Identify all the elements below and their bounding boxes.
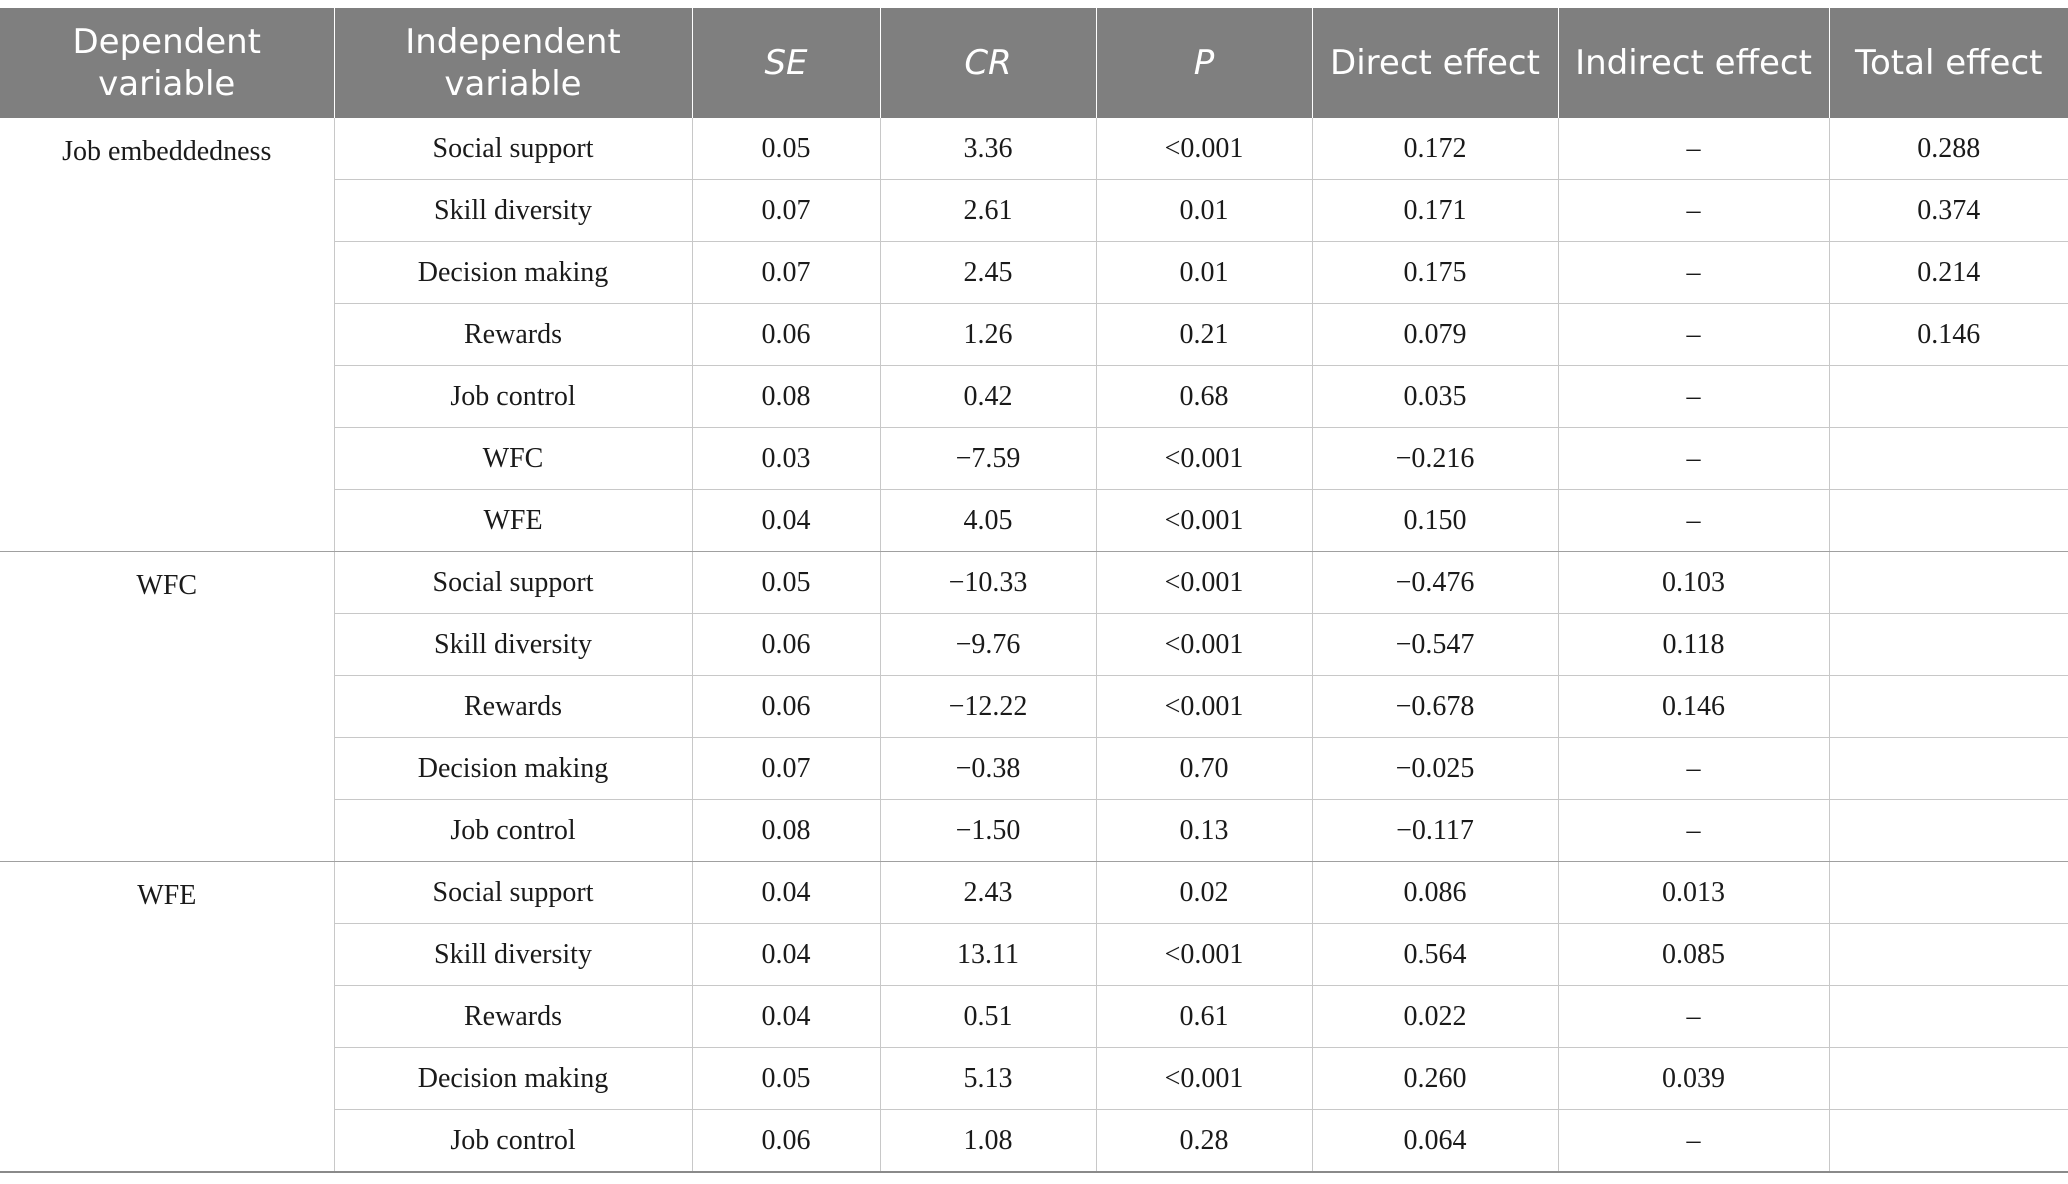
direct-effect-cell: 0.150 [1312, 490, 1558, 552]
direct-effect-cell: 0.172 [1312, 118, 1558, 180]
total-effect-cell [1829, 986, 2068, 1048]
cr-cell: 4.05 [880, 490, 1096, 552]
total-effect-cell [1829, 676, 2068, 738]
total-effect-cell [1829, 366, 2068, 428]
dependent-variable-cell: WFE [0, 862, 334, 1173]
cr-cell: 1.26 [880, 304, 1096, 366]
direct-effect-cell: 0.260 [1312, 1048, 1558, 1110]
header-independent-variable: Independent variable [334, 8, 692, 118]
total-effect-cell [1829, 800, 2068, 862]
indirect-effect-cell: – [1558, 986, 1829, 1048]
se-cell: 0.04 [692, 862, 880, 924]
total-effect-cell: 0.374 [1829, 180, 2068, 242]
independent-variable-cell: Job control [334, 366, 692, 428]
se-cell: 0.07 [692, 738, 880, 800]
total-effect-cell [1829, 552, 2068, 614]
direct-effect-cell: −0.678 [1312, 676, 1558, 738]
independent-variable-cell: Social support [334, 862, 692, 924]
total-effect-cell [1829, 738, 2068, 800]
cr-cell: −12.22 [880, 676, 1096, 738]
independent-variable-cell: Job control [334, 1110, 692, 1173]
p-cell: 0.21 [1096, 304, 1312, 366]
header-indirect-effect: Indirect effect [1558, 8, 1829, 118]
direct-effect-cell: −0.117 [1312, 800, 1558, 862]
p-cell: 0.02 [1096, 862, 1312, 924]
se-cell: 0.08 [692, 366, 880, 428]
se-cell: 0.06 [692, 676, 880, 738]
p-cell: 0.01 [1096, 242, 1312, 304]
se-cell: 0.08 [692, 800, 880, 862]
indirect-effect-cell: 0.118 [1558, 614, 1829, 676]
header-total-effect: Total effect [1829, 8, 2068, 118]
direct-effect-cell: −0.476 [1312, 552, 1558, 614]
header-se: SE [692, 8, 880, 118]
indirect-effect-cell: – [1558, 304, 1829, 366]
p-cell: <0.001 [1096, 1048, 1312, 1110]
independent-variable-cell: Rewards [334, 304, 692, 366]
cr-cell: 0.51 [880, 986, 1096, 1048]
independent-variable-cell: WFE [334, 490, 692, 552]
direct-effect-cell: 0.022 [1312, 986, 1558, 1048]
total-effect-cell [1829, 614, 2068, 676]
cr-cell: 0.42 [880, 366, 1096, 428]
p-cell: <0.001 [1096, 924, 1312, 986]
cr-cell: 2.61 [880, 180, 1096, 242]
dependent-variable-cell: Job embeddedness [0, 118, 334, 552]
indirect-effect-cell: 0.103 [1558, 552, 1829, 614]
total-effect-cell: 0.146 [1829, 304, 2068, 366]
cr-cell: 2.43 [880, 862, 1096, 924]
p-cell: 0.70 [1096, 738, 1312, 800]
cr-cell: −1.50 [880, 800, 1096, 862]
se-cell: 0.07 [692, 242, 880, 304]
table-body [0, 118, 2068, 1172]
independent-variable-cell: Decision making [334, 738, 692, 800]
indirect-effect-cell: 0.085 [1558, 924, 1829, 986]
indirect-effect-cell: – [1558, 118, 1829, 180]
cr-cell: 5.13 [880, 1048, 1096, 1110]
header-p: P [1096, 8, 1312, 118]
total-effect-cell [1829, 862, 2068, 924]
p-cell: 0.61 [1096, 986, 1312, 1048]
p-cell: 0.68 [1096, 366, 1312, 428]
indirect-effect-cell: – [1558, 1110, 1829, 1173]
p-cell: <0.001 [1096, 614, 1312, 676]
independent-variable-cell: Decision making [334, 242, 692, 304]
indirect-effect-cell: – [1558, 366, 1829, 428]
independent-variable-cell: Social support [334, 552, 692, 614]
results-table [0, 8, 2068, 1173]
p-cell: <0.001 [1096, 428, 1312, 490]
cr-cell: −0.38 [880, 738, 1096, 800]
se-cell: 0.06 [692, 1110, 880, 1173]
se-cell: 0.04 [692, 490, 880, 552]
se-cell: 0.06 [692, 304, 880, 366]
cr-cell: 3.36 [880, 118, 1096, 180]
cr-cell: 1.08 [880, 1110, 1096, 1173]
direct-effect-cell: 0.035 [1312, 366, 1558, 428]
p-cell: <0.001 [1096, 490, 1312, 552]
table-row [0, 862, 2068, 924]
direct-effect-cell: 0.171 [1312, 180, 1558, 242]
p-cell: 0.13 [1096, 800, 1312, 862]
cr-cell: −7.59 [880, 428, 1096, 490]
dependent-variable-cell: WFC [0, 552, 334, 862]
indirect-effect-cell: – [1558, 738, 1829, 800]
p-cell: <0.001 [1096, 118, 1312, 180]
p-cell: <0.001 [1096, 676, 1312, 738]
total-effect-cell [1829, 1048, 2068, 1110]
table-row [0, 552, 2068, 614]
indirect-effect-cell: – [1558, 242, 1829, 304]
se-cell: 0.03 [692, 428, 880, 490]
independent-variable-cell: Skill diversity [334, 614, 692, 676]
direct-effect-cell: 0.086 [1312, 862, 1558, 924]
independent-variable-cell: Decision making [334, 1048, 692, 1110]
indirect-effect-cell: 0.146 [1558, 676, 1829, 738]
cr-cell: −10.33 [880, 552, 1096, 614]
total-effect-cell [1829, 490, 2068, 552]
independent-variable-cell: Rewards [334, 676, 692, 738]
independent-variable-cell: WFC [334, 428, 692, 490]
indirect-effect-cell: – [1558, 428, 1829, 490]
total-effect-cell: 0.214 [1829, 242, 2068, 304]
cr-cell: −9.76 [880, 614, 1096, 676]
direct-effect-cell: −0.216 [1312, 428, 1558, 490]
direct-effect-cell: 0.064 [1312, 1110, 1558, 1173]
cr-cell: 13.11 [880, 924, 1096, 986]
independent-variable-cell: Rewards [334, 986, 692, 1048]
se-cell: 0.06 [692, 614, 880, 676]
independent-variable-cell: Skill diversity [334, 924, 692, 986]
p-cell: <0.001 [1096, 552, 1312, 614]
cr-cell: 2.45 [880, 242, 1096, 304]
indirect-effect-cell: 0.013 [1558, 862, 1829, 924]
se-cell: 0.04 [692, 924, 880, 986]
direct-effect-cell: 0.175 [1312, 242, 1558, 304]
header-dependent-variable: Dependent variable [0, 8, 334, 118]
indirect-effect-cell: – [1558, 490, 1829, 552]
independent-variable-cell: Job control [334, 800, 692, 862]
total-effect-cell [1829, 428, 2068, 490]
direct-effect-cell: 0.564 [1312, 924, 1558, 986]
direct-effect-cell: −0.025 [1312, 738, 1558, 800]
p-cell: 0.28 [1096, 1110, 1312, 1173]
direct-effect-cell: −0.547 [1312, 614, 1558, 676]
indirect-effect-cell: – [1558, 800, 1829, 862]
direct-effect-cell: 0.079 [1312, 304, 1558, 366]
indirect-effect-cell: 0.039 [1558, 1048, 1829, 1110]
header-row [0, 8, 2068, 118]
total-effect-cell [1829, 1110, 2068, 1173]
se-cell: 0.07 [692, 180, 880, 242]
p-cell: 0.01 [1096, 180, 1312, 242]
se-cell: 0.05 [692, 1048, 880, 1110]
total-effect-cell: 0.288 [1829, 118, 2068, 180]
header-cr: CR [880, 8, 1096, 118]
se-cell: 0.04 [692, 986, 880, 1048]
se-cell: 0.05 [692, 552, 880, 614]
se-cell: 0.05 [692, 118, 880, 180]
header-direct-effect: Direct effect [1312, 8, 1558, 118]
total-effect-cell [1829, 924, 2068, 986]
table-row [0, 118, 2068, 180]
independent-variable-cell: Social support [334, 118, 692, 180]
indirect-effect-cell: – [1558, 180, 1829, 242]
independent-variable-cell: Skill diversity [334, 180, 692, 242]
